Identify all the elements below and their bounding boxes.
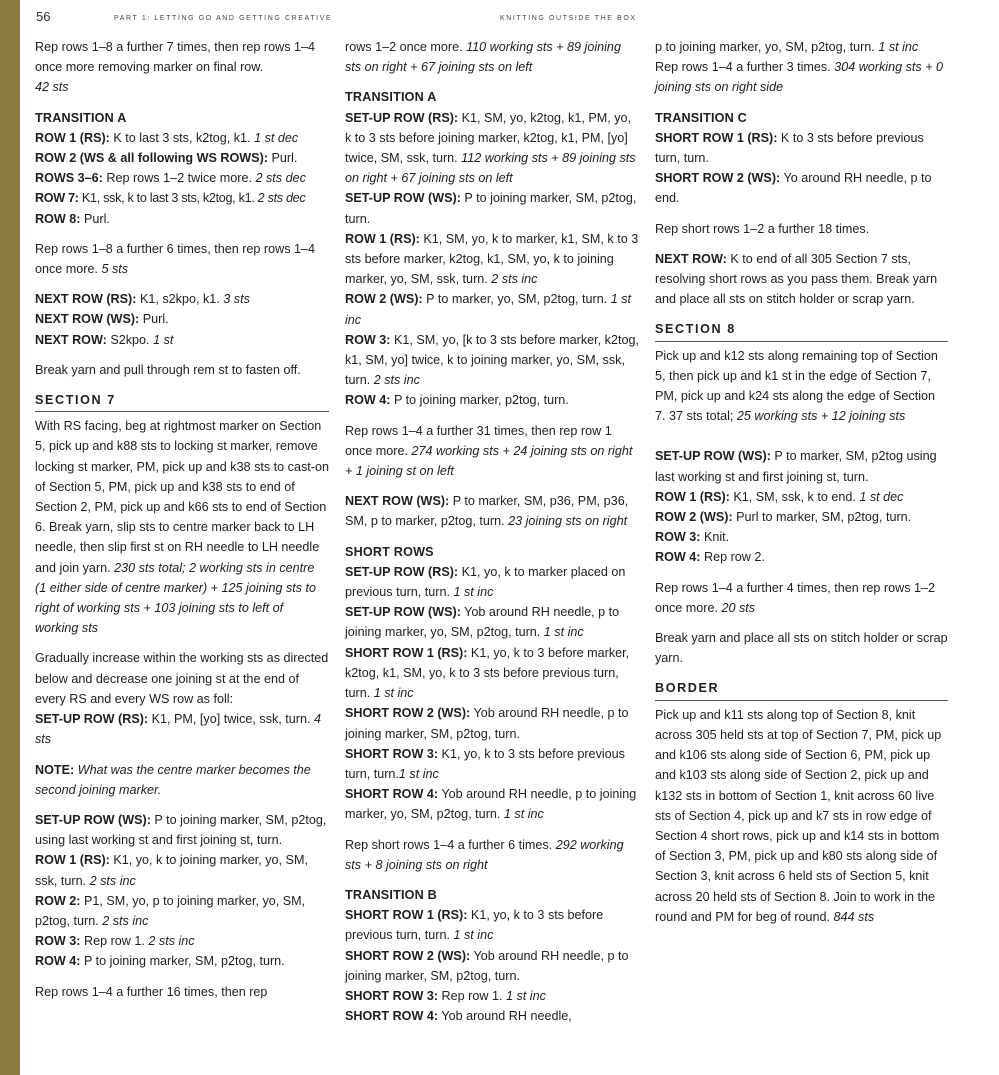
instruction-row: ROW 2: P1, SM, yo, p to joining marker, yo, SM, p2tog, turn. 2 sts inc bbox=[35, 893, 306, 928]
instruction-row: ROW 2 (WS): P to marker, yo, SM, p2tog, turn. 1 st inc bbox=[345, 292, 632, 327]
paragraph: Rep short rows 1–4 a further 6 times. 292 working sts + 8 joining sts on right bbox=[345, 837, 624, 872]
instruction-row: ROW 2 (WS): Purl to marker, SM, p2tog, turn. bbox=[655, 510, 912, 525]
instruction-row: SHORT ROW 2 (WS): Yob around RH needle, p to joining marker, SM, p2tog, turn. bbox=[345, 948, 629, 983]
paragraph: Rep short rows 1–2 a further 18 times. bbox=[655, 221, 870, 236]
instruction-row: NEXT ROW: S2kpo. 1 st bbox=[35, 332, 174, 347]
section-heading-border: BORDER bbox=[655, 678, 948, 700]
paragraph: Rep rows 1–4 a further 31 times, then rep row 1 once more. 274 working sts + 24 joining sts on right + 1 joining st on left bbox=[345, 423, 633, 479]
page-number: 56 bbox=[36, 9, 51, 24]
instruction-row: SHORT ROW 1 (RS): K1, yo, k to 3 before marker, k2tog, k1, SM, yo, k to 3 sts before previous turn, turn. 1 st inc bbox=[345, 645, 630, 701]
subheading-transition-a: TRANSITION A bbox=[345, 90, 437, 105]
paragraph: Rep rows 1–4 a further 3 times. 304 working sts + 0 joining sts on right side bbox=[655, 60, 944, 95]
paragraph: Pick up and k12 sts along remaining top of Section 5, then pick up and k1 st in the edge of Section 7, PM, pick up and k24 sts along the edge of Section 7. 37 sts total; 25 working sts + 12 joining sts bbox=[655, 348, 938, 424]
subheading-transition-a: TRANSITION A bbox=[35, 110, 127, 125]
instruction-row: ROW 1 (RS): K1, yo, k to joining marker, yo, SM, ssk, turn. 2 sts inc bbox=[35, 853, 308, 888]
paragraph: Gradually increase within the working sts as directed below and decrease one joining st at the end of every RS and every WS row as foll: bbox=[35, 651, 329, 706]
paragraph: Rep rows 1–4 a further 4 times, then rep rows 1–2 once more. 20 sts bbox=[655, 580, 936, 615]
paragraph: Rep rows 1–4 a further 16 times, then rep bbox=[35, 984, 268, 999]
instruction-row: NEXT ROW (RS): K1, s2kpo, k1. 3 sts bbox=[35, 292, 250, 307]
instruction-row: SHORT ROW 4: Yob around RH needle, p to joining marker, yo, SM, p2tog, turn. 1 st inc bbox=[345, 787, 637, 822]
paragraph: rows 1–2 once more. 110 working sts + 89 joining sts on right + 67 joining sts on left bbox=[345, 40, 621, 75]
instruction-row: SHORT ROW 3: K1, yo, k to 3 sts before previous turn, turn.1 st inc bbox=[345, 746, 625, 781]
instruction-row: ROW 2 (WS & all following WS ROWS): Purl. bbox=[35, 151, 298, 166]
note: NOTE: What was the centre marker becomes the second joining marker. bbox=[35, 762, 311, 797]
instruction-row: ROWS 3–6: Rep rows 1–2 twice more. 2 sts dec bbox=[35, 171, 306, 186]
instruction-row: ROW 1 (RS): K1, SM, ssk, k to end. 1 st dec bbox=[655, 489, 904, 504]
instruction-row: SET-UP ROW (WS): P to joining marker, SM, p2tog, using last working st and first joining st, turn. bbox=[35, 812, 327, 848]
section-heading-8: SECTION 8 bbox=[655, 319, 948, 341]
instruction-row: NEXT ROW (WS): Purl. bbox=[35, 312, 169, 327]
paragraph: Break yarn and pull through rem st to fasten off. bbox=[35, 362, 301, 377]
book-spine-edge bbox=[0, 0, 20, 1075]
instruction-row: SET-UP ROW (WS): P to joining marker, SM, p2tog, turn. bbox=[345, 191, 637, 226]
instruction-row: ROW 7: K1, ssk, k to last 3 sts, k2tog, k1. 2 sts dec bbox=[35, 191, 306, 206]
paragraph: Break yarn and place all sts on stitch holder or scrap yarn. bbox=[655, 631, 948, 666]
running-head-part: PART 1: LETTING GO AND GETTING CREATIVE bbox=[114, 15, 333, 22]
text-column-1 bbox=[35, 37, 329, 1012]
instruction-row: ROW 8: Purl. bbox=[35, 211, 110, 226]
instruction-row: SET-UP ROW (RS): K1, PM, [yo] twice, ssk, turn. 4 sts bbox=[35, 712, 322, 747]
instruction-row: SHORT ROW 1 (RS): K1, yo, k to 3 sts before previous turn, turn. 1 st inc bbox=[345, 908, 604, 943]
text-column-3 bbox=[655, 37, 948, 937]
instruction-row: SET-UP ROW (WS): P to marker, SM, p2tog using last working st and first joining st, turn. bbox=[655, 449, 937, 484]
instruction-row: ROW 3: K1, SM, yo, [k to 3 sts before marker, k2tog, k1, SM, yo] twice, k to joining marker, yo, SM, ssk, turn. 2 sts inc bbox=[345, 332, 639, 388]
instruction-row: p to joining marker, yo, SM, p2tog, turn. 1 st inc bbox=[655, 40, 919, 54]
paragraph: Rep rows 1–8 a further 6 times, then rep rows 1–4 once more. 5 sts bbox=[35, 241, 316, 277]
instruction-row: SET-UP ROW (RS): K1, yo, k to marker placed on previous turn, turn. 1 st inc bbox=[345, 564, 626, 600]
paragraph: Rep rows 1–8 a further 7 times, then rep rows 1–4 once more removing marker on final row. 42 sts bbox=[35, 40, 316, 95]
instruction-row: ROW 1 (RS): K1, SM, yo, k to marker, k1, SM, k to 3 sts before marker, k2tog, k1, SM, yo, k to joining marker, yo, SM, ssk, turn. 2 sts inc bbox=[345, 231, 639, 287]
paragraph: With RS facing, beg at rightmost marker on Section 5, pick up and k88 sts to locking st marker, remove locking st marker, PM, pick up and k38 sts to cast-on of Section 5, PM, pick up and k38 sts to end of Section 2, PM, pick up and k66 sts to end of Section 6. Break yarn, slip sts to centre marker back to LH needle, then slip first st on RH needle to LH needle and join yarn. 230 sts total; 2 working sts in centre (1 either side of centre marker) + 125 joining sts to right of working sts + 103 joining sts to left of working sts bbox=[35, 419, 329, 636]
instruction-row: ROW 4: P to joining marker, p2tog, turn. bbox=[345, 393, 569, 408]
instruction-row: SHORT ROW 2 (WS): Yo around RH needle, p to end. bbox=[655, 171, 932, 206]
instruction-row: SET-UP ROW (RS): K1, SM, yo, k2tog, k1, PM, yo, k to 3 sts before joining marker, k2tog, k1, PM, [yo] twice, SM, ssk, turn. 112 working sts + 89 joining sts on right + 67 joining sts on left bbox=[345, 110, 636, 186]
subheading-transition-c: TRANSITION C bbox=[655, 110, 747, 125]
instruction-row: ROW 1 (RS): K to last 3 sts, k2tog, k1. 1 st dec bbox=[35, 130, 299, 145]
paragraph: Pick up and k11 sts along top of Section 8, knit across 305 held sts at top of Section 7, PM, pick up and k106 sts along side of Section 6, PM, pick up and k103 sts along side of Section 2, pick up and k132 sts in bottom of Section 1, knit across 60 live sts of Section 4, pick up and k7 sts in row edge of Section 4 short rows, pick up and k14 sts in bottom of Section 3, PM, pick up and k80 sts along side of Section 3, knit across 6 held sts of Section 5, knit across 20 held sts of Section 8. Join to work in the round and PM for beg of round. 844 sts bbox=[655, 707, 942, 924]
instruction-row: ROW 3: Knit. bbox=[655, 530, 730, 545]
instruction-row: SHORT ROW 1 (RS): K to 3 sts before previous turn, turn. bbox=[655, 130, 924, 166]
instruction-row: SHORT ROW 4: Yob around RH needle, bbox=[345, 1009, 572, 1024]
instruction-row: ROW 4: P to joining marker, SM, p2tog, turn. bbox=[35, 954, 285, 969]
subheading-short-rows: SHORT ROWS bbox=[345, 544, 434, 559]
page-header bbox=[36, 9, 979, 29]
instruction-row: ROW 4: Rep row 2. bbox=[655, 550, 765, 565]
instruction-row: SET-UP ROW (WS): Yob around RH needle, p to joining marker, yo, SM, p2tog, turn. 1 st inc bbox=[345, 605, 620, 640]
subheading-transition-b: TRANSITION B bbox=[345, 887, 437, 902]
instruction-row: NEXT ROW: K to end of all 305 Section 7 sts, resolving short rows as you pass them. Break yarn and place all sts on stitch holder or scrap yarn. bbox=[655, 251, 938, 307]
instruction-row: ROW 3: Rep row 1. 2 sts inc bbox=[35, 934, 195, 949]
running-head-title: KNITTING OUTSIDE THE BOX bbox=[500, 15, 637, 22]
text-column-2 bbox=[345, 37, 639, 1026]
section-heading-7: SECTION 7 bbox=[35, 390, 329, 412]
instruction-row: SHORT ROW 2 (WS): Yob around RH needle, p to joining marker, SM, p2tog, turn. bbox=[345, 706, 629, 741]
instruction-row: NEXT ROW (WS): P to marker, SM, p36, PM, p36, SM, p to marker, p2tog, turn. 23 joining sts on right bbox=[345, 494, 629, 529]
instruction-row: SHORT ROW 3: Rep row 1. 1 st inc bbox=[345, 988, 546, 1003]
